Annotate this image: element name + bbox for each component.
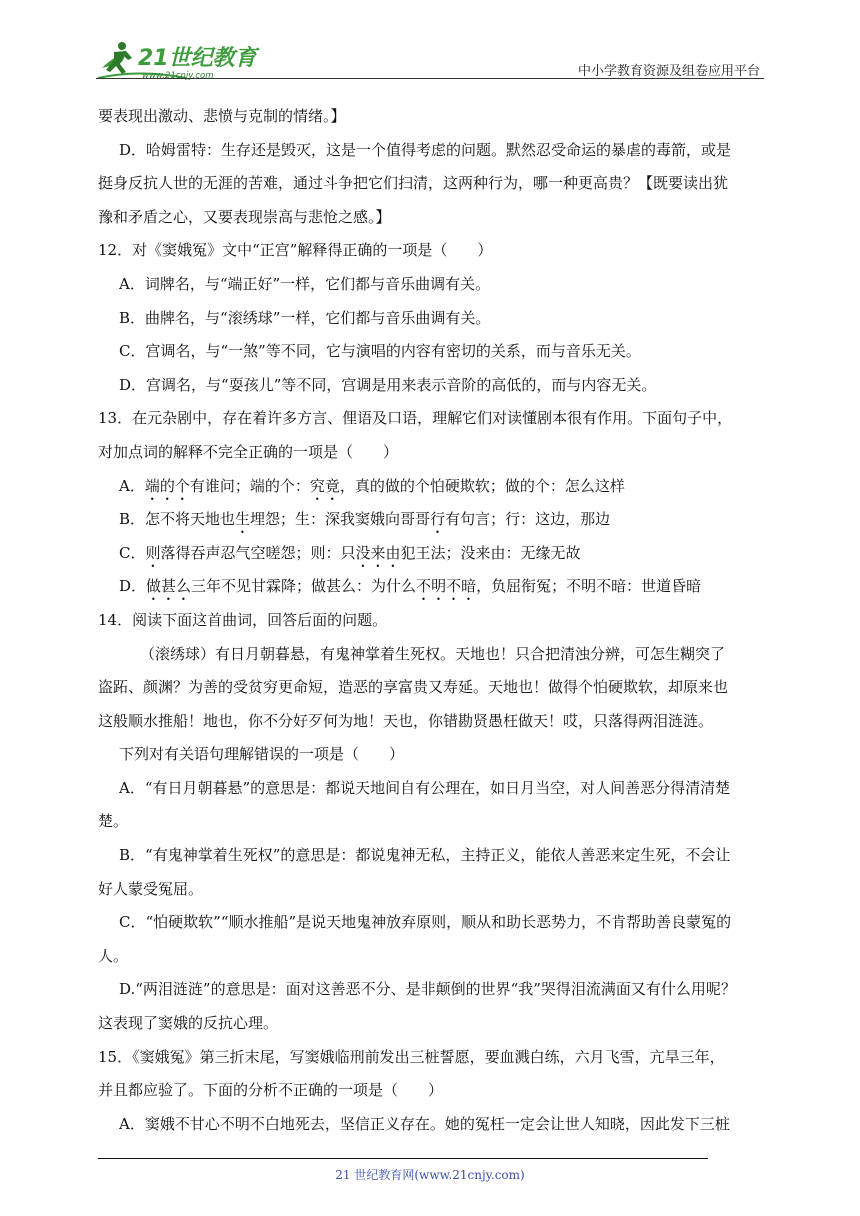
text-line: A．词牌名，与“端正好”一样，它们都与音乐曲调有关。	[119, 274, 491, 293]
emphasized-word: 不明不暗	[416, 577, 477, 596]
logo-url: www.21cnjy.com	[142, 71, 214, 81]
text-line: （滚绣球）有日月朝暮悬，有鬼神掌着生死权。天地也！只合把清浊分辨，可怎生糊突了	[140, 644, 726, 663]
text-line: 这般顺水推船！地也，你不分好歹何为地！天也，你错勘贤愚枉做天！哎，只落得两泪涟涟。	[98, 711, 714, 730]
emphasized-word: 没来由	[355, 543, 401, 562]
text-line: A．端的个有谁问；端的个：究竟，真的做的个怕硬欺软；做的个：怎么这样	[119, 476, 625, 495]
platform-name: 中小学教育资源及组卷应用平台	[577, 64, 760, 79]
text-line: B．怎不将天地也生埋怨；生：深我窦娥向哥哥行有句言；行：这边，那边	[119, 510, 611, 529]
document-body	[98, 100, 762, 1141]
text-line: B．“有鬼神掌着生死权”的意思是：都说鬼神无私，主持正义，能依人善恶来定生死，不会让	[119, 846, 731, 865]
text-line: 楚。	[98, 812, 129, 831]
text-line: A．窦娥不甘心不明不白地死去，坚信正义存在。她的冤枉一定会让世人知晓，因此发下三桩	[119, 1114, 730, 1133]
footer-source[interactable]: 21 世纪教育网(www.21cnjy.com)	[335, 1168, 525, 1182]
text-line: 豫和矛盾之心，又要表现崇高与悲怆之感。】	[98, 207, 391, 226]
text-line: 人。	[98, 946, 129, 965]
emphasized-word: 究竟，	[309, 476, 355, 495]
emphasized-word: 生	[235, 510, 251, 529]
text-line: 12．对《窦娥冤》文中“正宫”解释得正确的一项是（ ）	[98, 241, 493, 260]
page-header	[0, 0, 860, 90]
text-line: D．做甚么三年不见甘霖降；做甚么：为什么不明不暗，负屈衔冤；不明不暗：世道昏暗	[119, 577, 702, 596]
text-line: 挺身反抗人世的无涯的苦难，通过斗争把它们扫清，这两种行为，哪一种更高贵？【既要读出犹	[98, 174, 729, 193]
text-line: 盗跖、颜渊？为善的受贫穷更命短，造恶的享富贵又寿延。天地也！做得个怕硬欺软，却原来也	[98, 678, 729, 697]
text-line: D.“两泪涟涟”的意思是：面对这善恶不分、是非颠倒的世界“我”哭得泪流满面又有什么用呢？	[119, 980, 736, 999]
emphasized-word: 端的个	[144, 476, 190, 495]
text-line: D．哈姆雷特：生存还是毁灭，这是一个值得考虑的问题。默然忍受命运的暴虐的毒箭，或是	[119, 140, 732, 159]
text-line: 并且都应验了。下面的分析不正确的一项是（ ）	[98, 1081, 444, 1100]
header-divider	[96, 78, 764, 79]
text-line: A．“有日月朝暮悬”的意思是：都说天地间自有公理在，如日月当空，对人间善恶分得清清楚	[119, 778, 731, 797]
emphasized-word: 行	[430, 510, 446, 529]
emphasized-word: 做甚么	[146, 577, 192, 596]
text-line: 15．《窦娥冤》第三折末尾，写窦娥临刑前发出三桩誓愿，要血溅白练，六月飞雪，亢旱三年，	[98, 1047, 725, 1066]
text-line: 这表现了窦娥的反抗心理。	[98, 1014, 279, 1033]
logo-text: 21世纪教育	[138, 46, 257, 71]
text-line: 要表现出激动、悲愤与克制的情绪。】	[98, 107, 346, 125]
text-line: 14．阅读下面这首曲词，回答后面的问题。	[98, 610, 388, 629]
21cnjy-logo	[96, 38, 266, 82]
text-line: 好人蒙受冤屈。	[98, 879, 204, 898]
text-line: C．宫调名，与“一煞”等不同，它与演唱的内容有密切的关系，而与音乐无关。	[119, 342, 641, 361]
emphasized-word: 则	[145, 543, 161, 562]
footer-divider	[98, 1158, 708, 1159]
text-line: 13．在元杂剧中，存在着许多方言、俚语及口语，理解它们对读懂剧本很有作用。下面句子中，	[98, 409, 733, 428]
text-line: C．则落得吞声忍气空嗟怨；则：只没来由犯王法；没来由：无缘无故	[119, 543, 581, 562]
text-line: D．宫调名，与“耍孩儿”等不同，宫调是用来表示音阶的高低的，而与内容无关。	[119, 375, 657, 394]
text-line: 对加点词的解释不完全正确的一项是（ ）	[98, 442, 399, 461]
text-line: B．曲牌名，与“滚绣球”一样，它们都与音乐曲调有关。	[119, 308, 491, 327]
text-line: 下列对有关语句理解错误的一项是（ ）	[119, 745, 405, 764]
text-line: C．“怕硬欺软”“顺水推船”是说天地鬼神放弃原则，顺从和助长恶势力，不肯帮助善良蒙冤的	[119, 913, 732, 932]
